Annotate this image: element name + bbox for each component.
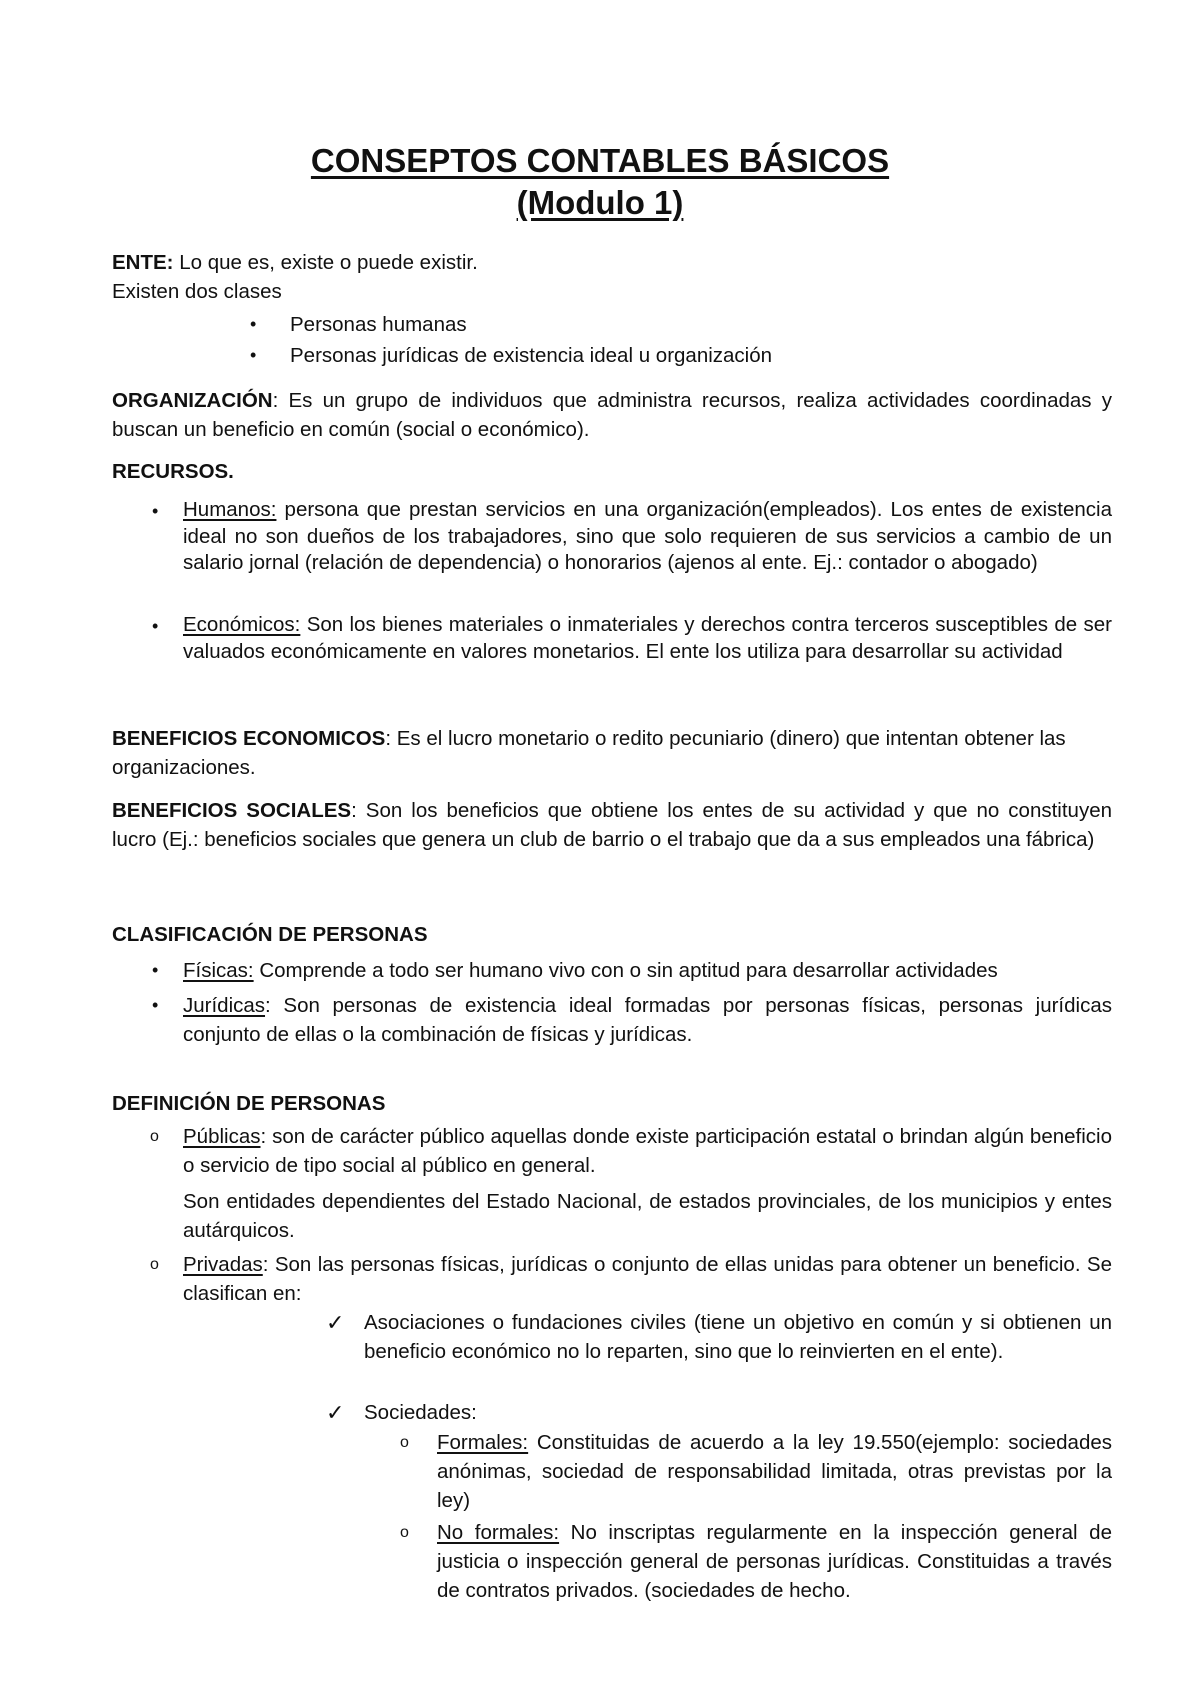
- bullet-marker: •: [152, 501, 159, 521]
- definicion-heading: DEFINICIÓN DE PERSONAS: [112, 1092, 386, 1115]
- economicos-text: Son los bienes materiales o inmateriales y derechos contra terceros susceptibles de ser valuados económicamente en valores monetarios. El ente los utiliza para desarrollar su actividad: [183, 613, 1112, 663]
- bullet-marker: •: [152, 995, 159, 1015]
- privadas-asociaciones: Asociaciones o fundaciones civiles (tiene un objetivo en común y si obtienen un beneficio económico no lo reparten, sino que lo reinvierten en el ente).: [364, 1311, 1112, 1363]
- economicos-label: Económicos:: [183, 613, 301, 636]
- circle-marker: o: [150, 1256, 159, 1273]
- privadas-sociedades: Sociedades:: [364, 1401, 477, 1424]
- circle-marker: o: [150, 1128, 159, 1145]
- bullet-marker: •: [152, 960, 159, 980]
- sociedades-no-formales: [437, 1518, 1112, 1605]
- clasificacion-heading: CLASIFICACIÓN DE PERSONAS: [112, 923, 428, 946]
- juridicas-label: Jurídicas: [183, 994, 266, 1017]
- check-marker: ✓: [326, 1400, 345, 1425]
- recursos-heading: RECURSOS.: [112, 460, 234, 483]
- juridicas-text: : Son personas de existencia ideal formadas por personas físicas, personas jurídicas conjunto de ellas o la combinación de físicas y jurídicas.: [183, 994, 1112, 1046]
- recursos-economicos: [183, 612, 1112, 665]
- publicas-text: : son de carácter público aquellas donde existe participación estatal o brindan algún beneficio o servicio de tipo social al público en general.: [183, 1125, 1112, 1177]
- publicas-label: Públicas: [183, 1125, 261, 1148]
- humanos-label: Humanos:: [183, 498, 277, 521]
- ente-term: ENTE:: [112, 251, 174, 274]
- clasificacion-juridicas: [183, 991, 1112, 1049]
- recursos-humanos: [183, 497, 1112, 577]
- check-marker: ✓: [326, 1310, 345, 1335]
- formales-text: Constituidas de acuerdo a la ley 19.550(ejemplo: sociedades anónimas, sociedad de responsabilidad limitada, otras previstas por la ley): [437, 1431, 1112, 1512]
- formales-label: Formales:: [437, 1431, 529, 1454]
- beneficios-sociales-def: : Son los beneficios que obtiene los entes de su actividad y que no constituyen lucro (Ej.: beneficios sociales que genera un club de barrio o el trabajo que da a sus empleados una fábrica): [112, 799, 1112, 851]
- fisicas-text: Comprende a todo ser humano vivo con o sin aptitud para desarrollar actividades: [253, 959, 998, 982]
- circle-marker: o: [400, 1434, 409, 1451]
- circle-marker: o: [400, 1524, 409, 1541]
- no-formales-label: No formales:: [437, 1521, 560, 1544]
- bullet-marker: •: [152, 616, 159, 636]
- ente-item-1: Personas humanas: [290, 313, 467, 336]
- ente-definition: [112, 248, 1112, 277]
- ente-item-2: Personas jurídicas de existencia ideal u organización: [290, 344, 773, 367]
- beneficios-economicos-definition: [112, 724, 1112, 782]
- organizacion-term: ORGANIZACIÓN: [112, 389, 273, 412]
- beneficios-economicos-def: : Es el lucro monetario o redito pecuniario (dinero) que intentan obtener las organizaciones.: [112, 727, 1066, 779]
- beneficios-economicos-term: BENEFICIOS ECONOMICOS: [112, 727, 386, 750]
- no-formales-text: No inscriptas regularmente en la inspección general de justicia o inspección general de personas jurídicas. Constituidas a través de contratos privados. (sociedades de hecho.: [437, 1521, 1112, 1602]
- fisicas-label: Físicas:: [183, 959, 254, 982]
- ente-def: Lo que es, existe o puede existir.: [173, 251, 478, 274]
- ente-intro: Existen dos clases: [112, 280, 282, 303]
- beneficios-sociales-definition: [112, 796, 1112, 854]
- document-title: CONSEPTOS CONTABLES BÁSICOS: [310, 142, 890, 179]
- clasificacion-fisicas: [183, 956, 1112, 985]
- humanos-text: persona que prestan servicios en una organización(empleados). Los entes de existencia ideal no son dueños de los trabajadores, sino que solo requieren de sus servicios a cambio de un salario jornal (relación de dependencia) o honorarios (ajenos al ente. Ej.: contador o abogado): [183, 498, 1112, 574]
- definicion-publicas: [183, 1122, 1112, 1180]
- bullet-marker: •: [250, 314, 257, 334]
- organizacion-definition: [112, 386, 1112, 444]
- privadas-text: : Son las personas físicas, jurídicas o conjunto de ellas unidas para obtener un beneficio. Se clasifican en:: [183, 1253, 1112, 1305]
- privadas-label: Privadas: [183, 1253, 263, 1276]
- definicion-privadas: [183, 1250, 1112, 1308]
- definicion-publicas-2: Son entidades dependientes del Estado Nacional, de estados provinciales, de los municipios y entes autárquicos.: [183, 1190, 1112, 1242]
- bullet-marker: •: [250, 345, 257, 365]
- document-subtitle: (Modulo 1): [516, 184, 684, 221]
- sociedades-formales: [437, 1428, 1112, 1515]
- beneficios-sociales-term: BENEFICIOS SOCIALES: [112, 799, 352, 822]
- organizacion-def: : Es un grupo de individuos que administra recursos, realiza actividades coordinadas y buscan un beneficio en común (social o económico).: [112, 389, 1112, 441]
